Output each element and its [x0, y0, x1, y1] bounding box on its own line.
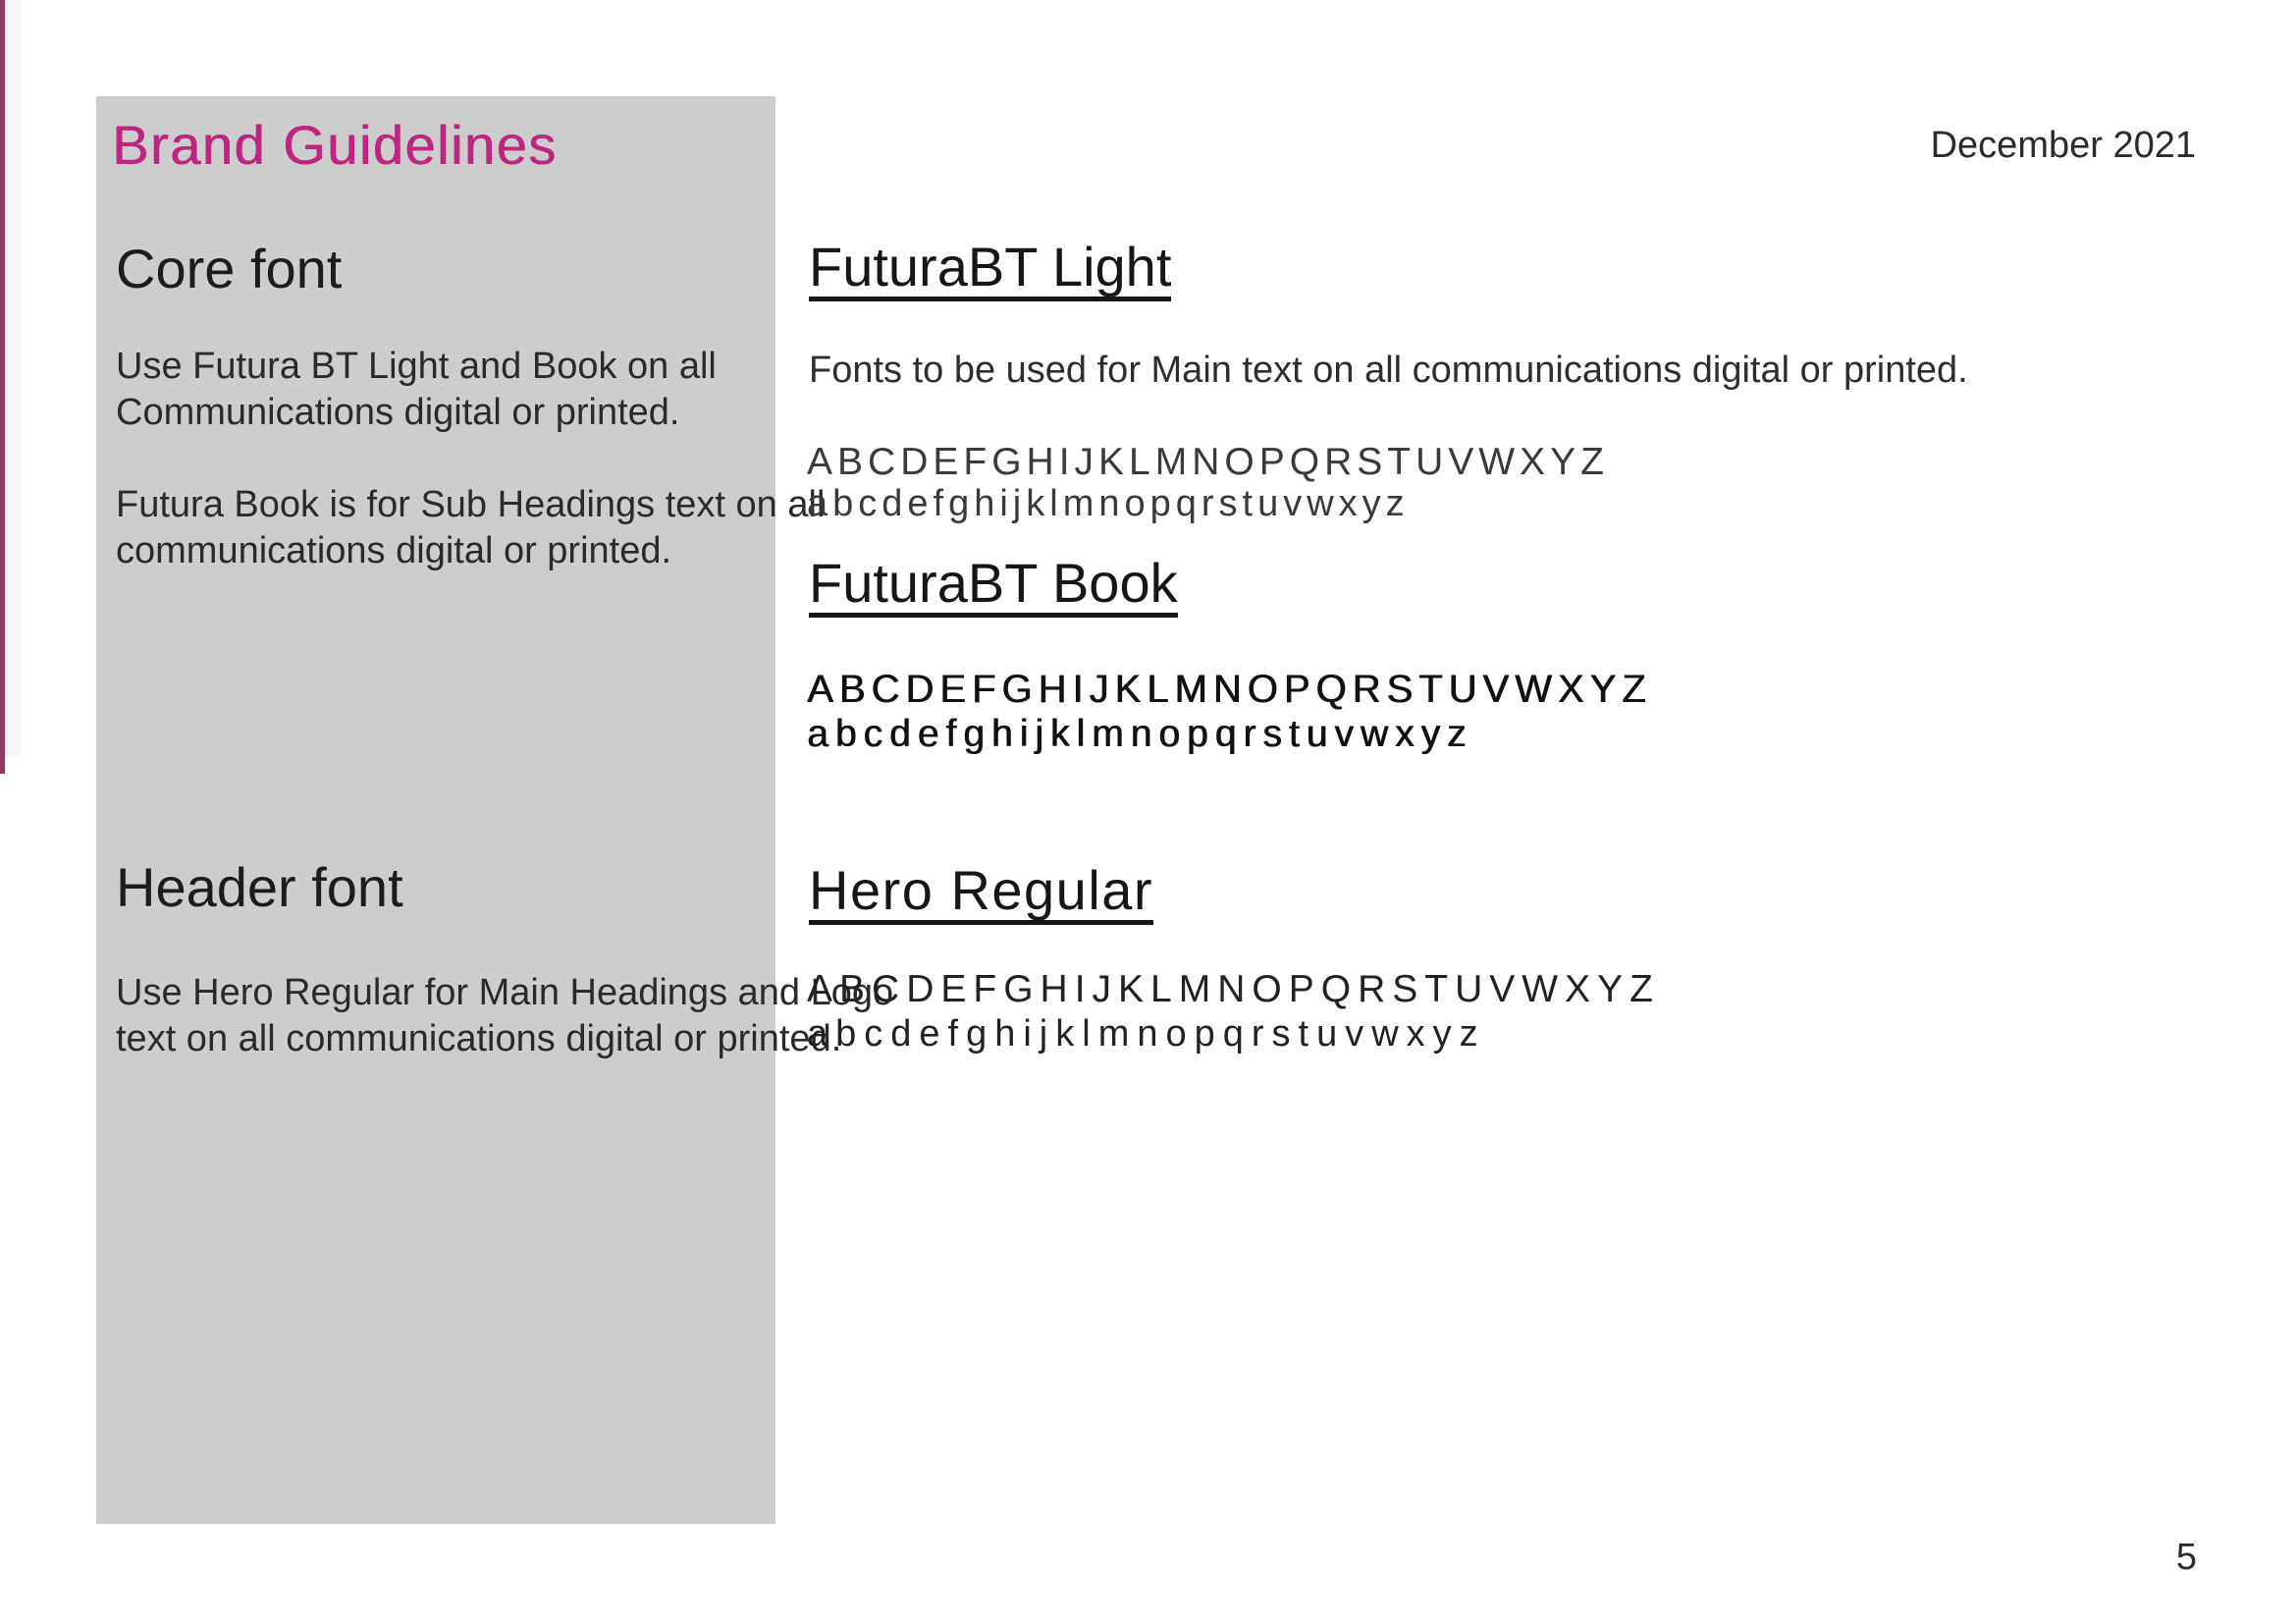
header-font-paragraph: [116, 970, 893, 1062]
paragraph-line: Communications digital or printed.: [116, 392, 680, 433]
specimen-description: Fonts to be used for Main text on all communications digital or printed.: [809, 350, 1968, 391]
futurabt-light-lowercase-alphabet: abcdefghijklmnopqrstuvwxyz: [807, 483, 1410, 524]
futurabt-light-uppercase-alphabet: ABCDEFGHIJKLMNOPQRSTUVWXYZ: [807, 441, 1609, 483]
page-title: Brand Guidelines: [112, 114, 558, 176]
accent-bar-halo: [5, 0, 21, 756]
paragraph-line: text on all communications digital or printed.: [116, 1018, 842, 1059]
futurabt-book-lowercase-alphabet: abcdefghijklmnopqrstuvwxyz: [807, 713, 1473, 755]
hero-regular-lowercase-alphabet: abcdefghijklmnopqrstuvwxyz: [807, 1013, 1486, 1055]
specimen-heading-futurabt-light: FuturaBT Light: [809, 240, 1171, 301]
specimen-heading-futurabt-book: FuturaBT Book: [809, 556, 1178, 618]
sidebar-panel: [96, 96, 775, 1524]
paragraph-line: Use Futura BT Light and Book on all: [116, 346, 717, 387]
left-accent-bar: [0, 0, 5, 774]
page-number: 5: [2175, 1537, 2197, 1578]
core-font-paragraph-1: [116, 344, 717, 436]
section-heading-header-font: Header font: [116, 856, 403, 918]
paragraph-line: Futura Book is for Sub Headings text on all: [116, 484, 826, 525]
paragraph-line: Use Hero Regular for Main Headings and Logo: [116, 972, 894, 1013]
paragraph-line: communications digital or printed.: [116, 530, 672, 571]
specimen-heading-hero-regular: Hero Regular: [809, 863, 1153, 925]
document-date: December 2021: [1930, 125, 2196, 166]
section-heading-core-font: Core font: [116, 238, 343, 299]
core-font-paragraph-2: [116, 482, 825, 574]
futurabt-book-uppercase-alphabet: ABCDEFGHIJKLMNOPQRSTUVWXYZ: [807, 668, 1652, 711]
hero-regular-uppercase-alphabet: ABCDEFGHIJKLMNOPQRSTUVWXYZ: [807, 968, 1660, 1010]
